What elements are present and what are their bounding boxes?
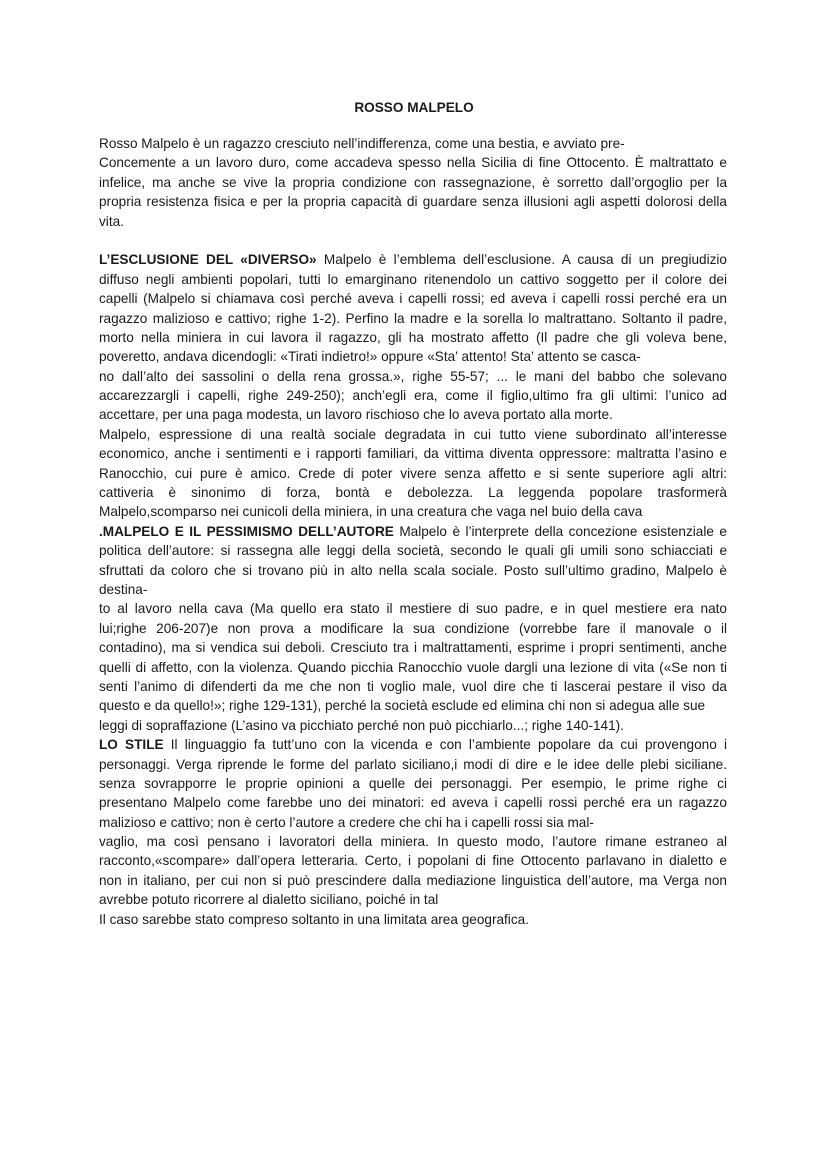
- text-line: non in italiano, per cui non si può prescindere dalla mediazione linguistica dell’autore, ma Verga non: [99, 872, 727, 888]
- text-line: avrebbe potuto ricorrere al dialetto siciliano, poiché in tal: [99, 892, 439, 908]
- text-line: morto nella miniera in cui lavora il ragazzo, gli ha mostrato affetto (Il padre che gli voleva bene,: [99, 329, 727, 345]
- text-line: leggi di sopraffazione (L’asino va picchiato perché non può picchiarlo...; righe 140-141).: [99, 717, 624, 733]
- text-line: vaglio, ma così pensano i lavoratori della miniera. In questo modo, l’autore rimane estraneo al: [99, 834, 727, 850]
- text-line: quelli di affetto, con la violenza. Quando picchia Ranocchio vuole dargli una lezione di vita («Se non ti: [99, 659, 727, 675]
- text-line: racconto,«scompare» dall’opera letteraria. Certo, i popolani di fine Ottocento parlavano in dialetto e: [99, 853, 727, 869]
- text-line: sfruttati da coloro che si trovano più in alto nella scala sociale. Posto sull’ultimo gradino, Malpelo è: [99, 562, 727, 578]
- section-first-line: [99, 522, 727, 541]
- text-line: senti l’animo di difenderti da me che non ti voglio male, vuol dire che ti lascerai pestare il viso da: [99, 678, 727, 694]
- text-line: no dall’alto dei sassolini o della rena grossa.», righe 55-57; ... le mani del babbo che solevano: [99, 368, 727, 384]
- text-line: infelice, ma anche se vive la propria condizione con rassegnazione, è sorretto dall’orgoglio per la: [99, 174, 727, 190]
- section-first-line: [99, 735, 727, 754]
- text-line: Malpelo, espressione di una realtà sociale degradata in cui tutto viene subordinato all’interesse: [99, 426, 727, 442]
- text-run: Malpelo è l’interprete della concezione esistenziale e: [393, 523, 727, 539]
- text-line: cattiveria è sinonimo di forza, bontà e debolezza. La leggenda popolare trasformerà: [99, 485, 727, 501]
- text-line: propria resistenza fisica e per la propria capacità di guardare senza illusioni agli aspetti dolorosi della: [99, 194, 727, 210]
- text-line: economico, anche i sentimenti e i rapporti familiari, da vittima diventa oppressore: maltratta l’asino e: [99, 446, 727, 462]
- section-first-line: [99, 250, 727, 269]
- section-esclusione: [99, 250, 727, 521]
- section-pessimismo: [99, 522, 727, 735]
- text-line: accettare, per una paga modesta, un lavoro rischioso che lo aveva portato alla morte.: [99, 407, 613, 423]
- text-line: malizioso e cattivo; non è certo l’autore a credere che chi ha i capelli rossi sia mal-: [99, 814, 594, 830]
- section-heading: L’ESCLUSIONE DEL «DIVERSO»: [99, 252, 317, 268]
- text-line: poveretto, andava dicendogli: «Tirati indietro!» oppure «Sta’ attento! Sta’ attento se casca-: [99, 349, 641, 365]
- text-line: questo e da quello!»; righe 129-131), perché la società esclude ed elimina chi non si adegua alle sue: [99, 698, 706, 714]
- text-line: ragazzo malizioso e cattivo; righe 1-2). Perfino la madre e la sorella lo maltrattano. Soltanto il padre,: [99, 310, 727, 326]
- text-line: politica dell’autore: si rassegna alle leggi della società, secondo le quali gli umili sono schiacciati e: [99, 543, 727, 559]
- section-heading: .MALPELO E IL PESSIMISMO DELL’AUTORE: [99, 523, 394, 539]
- text-line: personaggi. Verga riprende le forme del parlato siciliano,i modi di dire e le idee delle plebi siciliane.: [99, 756, 727, 772]
- text-line: presentano Malpelo come farebbe uno dei minatori: ed aveva i capelli rossi perché era un ragazzo: [99, 795, 727, 811]
- text-line: destina-: [99, 581, 148, 597]
- text-line: diffuso negli ambienti popolari, tutti lo emarginano ritenendolo un cattivo soggetto per il colore dei: [99, 271, 727, 287]
- section-heading: LO STILE: [99, 737, 164, 753]
- text-line: Il caso sarebbe stato compreso soltanto in una limitata area geografica.: [99, 911, 529, 927]
- text-run: Malpelo è l’emblema dell’esclusione. A causa di un pregiudizio: [316, 252, 727, 268]
- text-line: Rosso Malpelo è un ragazzo cresciuto nell’indifferenza, come una bestia, e avviato pre-: [99, 136, 625, 151]
- text-line: vita.: [99, 213, 124, 229]
- text-line: Malpelo,scomparso nei cunicoli della miniera, in una creatura che vaga nel buio della cava: [99, 504, 643, 520]
- text-line: senza sovrapporre le proprie opinioni a quelle dei personaggi. Per esempio, le prime righe ci: [99, 775, 727, 791]
- text-line: Concemente a un lavoro duro, come accadeva spesso nella Sicilia di fine Ottocento. È maltrattato e: [99, 155, 727, 171]
- text-line: Ranocchio, cui pure è amico. Crede di poter vivere senza affetto e si sente superiore agli altri:: [99, 465, 727, 481]
- text-line: contadino), ma si vendica sui deboli. Cresciuto tra i maltrattamenti, esprime i propri sentimenti, anche: [99, 640, 727, 656]
- text-line: accarezzargli i capelli, righe 249-250); anch’egli era, come il figlio,ultimo fra gli ultimi: l’unico ad: [99, 388, 727, 404]
- text-line: to al lavoro nella cava (Ma quello era stato il mestiere di suo padre, e in quel mestiere era nato: [99, 601, 727, 617]
- document-title: ROSSO MALPELO: [354, 100, 474, 115]
- text-line: capelli (Malpelo si chiamava così perché aveva i capelli rossi; ed aveva i capelli rossi perché era un: [99, 291, 727, 307]
- text-line: lui;righe 206-207)e non prova a modificare la sua condizione (vorrebbe fare il manovale o il: [99, 620, 727, 636]
- text-run: Il linguaggio fa tutt’uno con la vicenda e con l’ambiente popolare da cui provengono i: [163, 737, 727, 753]
- intro-paragraph: [99, 134, 727, 231]
- document-body: [99, 134, 727, 929]
- section-stile: [99, 735, 727, 929]
